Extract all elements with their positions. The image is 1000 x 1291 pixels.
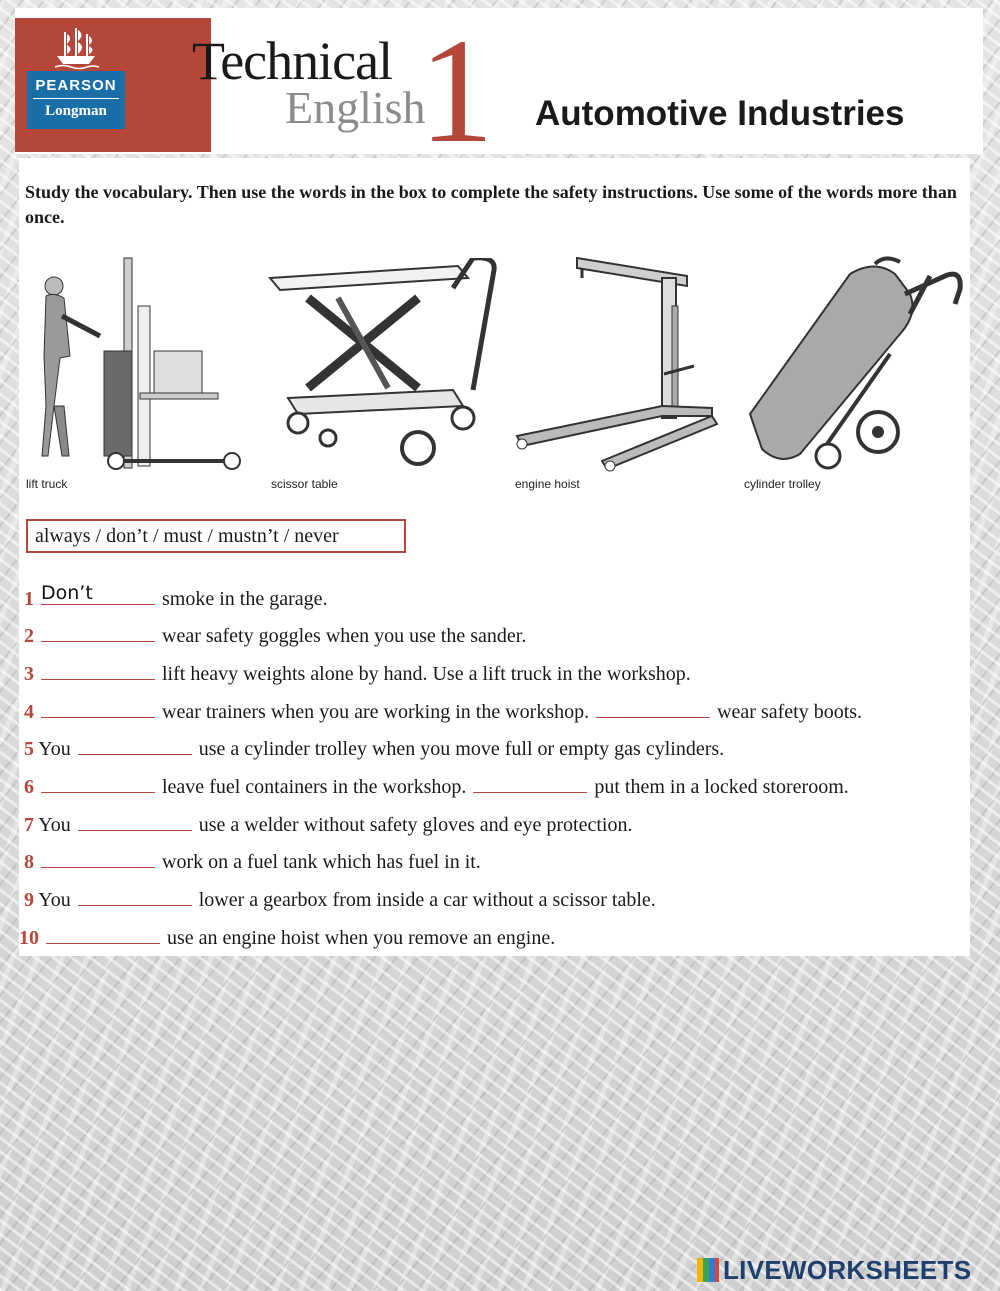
answer-blank[interactable] bbox=[78, 737, 192, 755]
exercise-prefix: You bbox=[38, 814, 71, 836]
cylinder-trolley-illustration bbox=[740, 254, 965, 474]
exercise-number: 4 bbox=[24, 701, 34, 723]
answer-blank-2[interactable] bbox=[473, 775, 587, 793]
caption-cylinder-trolley: cylinder trolley bbox=[744, 477, 821, 491]
engine-hoist-illustration bbox=[512, 256, 727, 476]
exercise-7 bbox=[24, 812, 632, 838]
liveworksheets-mark-icon bbox=[697, 1258, 719, 1282]
answer-blank[interactable] bbox=[41, 700, 155, 718]
answer-blank[interactable] bbox=[41, 850, 155, 868]
word-box: always / don’t / must / mustn’t / never bbox=[26, 519, 406, 553]
caption-lift-truck: lift truck bbox=[26, 477, 68, 491]
exercise-number: 1 bbox=[24, 588, 34, 610]
exercise-prefix: You bbox=[38, 889, 71, 911]
exercise-number: 5 bbox=[24, 738, 34, 760]
exercise-text: leave fuel containers in the workshop. bbox=[162, 776, 467, 798]
exercise-text: use a welder without safety gloves and eye protection. bbox=[198, 814, 633, 836]
exercise-text: lift heavy weights alone by hand. Use a lift truck in the workshop. bbox=[162, 663, 691, 685]
answer-blank[interactable] bbox=[78, 813, 192, 831]
answer-blank[interactable] bbox=[41, 582, 155, 605]
exercise-number: 7 bbox=[24, 814, 34, 836]
exercise-number: 10 bbox=[19, 927, 39, 949]
answer-blank[interactable] bbox=[41, 662, 155, 680]
exercise-text: wear trainers when you are working in the workshop. bbox=[162, 701, 590, 723]
exercise-number: 3 bbox=[24, 663, 34, 685]
exercise-number: 9 bbox=[24, 889, 34, 911]
pearson-longman-logo bbox=[27, 71, 125, 129]
imprint-name: Longman bbox=[45, 103, 107, 119]
answer-blank[interactable] bbox=[41, 624, 155, 642]
exercise-10 bbox=[19, 925, 555, 951]
exercise-number: 8 bbox=[24, 851, 34, 873]
caption-scissor-table: scissor table bbox=[271, 477, 338, 491]
header-banner bbox=[15, 8, 983, 154]
answer-text: Don’t bbox=[41, 582, 93, 604]
answer-blank[interactable] bbox=[78, 888, 192, 906]
book-title-line1: Technical bbox=[192, 31, 393, 91]
exercise-text: use a cylinder trolley when you move full or empty gas cylinders. bbox=[198, 738, 725, 760]
footer-brand: LIVEWORKSHEETS bbox=[723, 1255, 972, 1285]
exercise-text: use an engine hoist when you remove an engine. bbox=[167, 927, 556, 949]
exercise-prefix: You bbox=[38, 738, 71, 760]
publisher-name: PEARSON bbox=[35, 77, 117, 94]
exercise-1 bbox=[24, 582, 328, 612]
exercise-5 bbox=[24, 736, 724, 762]
exercise-number: 6 bbox=[24, 776, 34, 798]
exercise-text: lower a gearbox from inside a car without a scissor table. bbox=[198, 889, 656, 911]
ship-logo-icon bbox=[51, 26, 101, 70]
exercise-text-2: put them in a locked storeroom. bbox=[594, 776, 849, 798]
worksheet bbox=[19, 158, 970, 956]
exercise-3 bbox=[24, 661, 691, 687]
liveworksheets-logo bbox=[697, 1255, 971, 1285]
exercise-2 bbox=[24, 623, 526, 649]
book-title-line2: English bbox=[285, 82, 426, 133]
exercise-number: 2 bbox=[24, 625, 34, 647]
exercise-8 bbox=[24, 849, 481, 875]
answer-blank[interactable] bbox=[46, 926, 160, 944]
caption-engine-hoist: engine hoist bbox=[515, 477, 580, 491]
lift-truck-illustration bbox=[24, 256, 249, 476]
exercise-9 bbox=[24, 887, 656, 913]
scissor-table-illustration bbox=[268, 258, 508, 473]
book-subtitle: Automotive Industries bbox=[535, 94, 905, 133]
instructions: Study the vocabulary. Then use the words in the box to complete the safety instructions. Use some of the words more than once. bbox=[25, 182, 957, 227]
exercise-text: wear safety goggles when you use the sander. bbox=[162, 625, 527, 647]
exercise-6 bbox=[24, 774, 849, 800]
exercise-4 bbox=[24, 699, 862, 725]
answer-blank-2[interactable] bbox=[596, 700, 710, 718]
exercise-text: work on a fuel tank which has fuel in it. bbox=[162, 851, 481, 873]
exercise-text: smoke in the garage. bbox=[162, 588, 328, 610]
exercise-text-2: wear safety boots. bbox=[717, 701, 863, 723]
answer-blank[interactable] bbox=[41, 775, 155, 793]
book-level: 1 bbox=[419, 8, 494, 154]
